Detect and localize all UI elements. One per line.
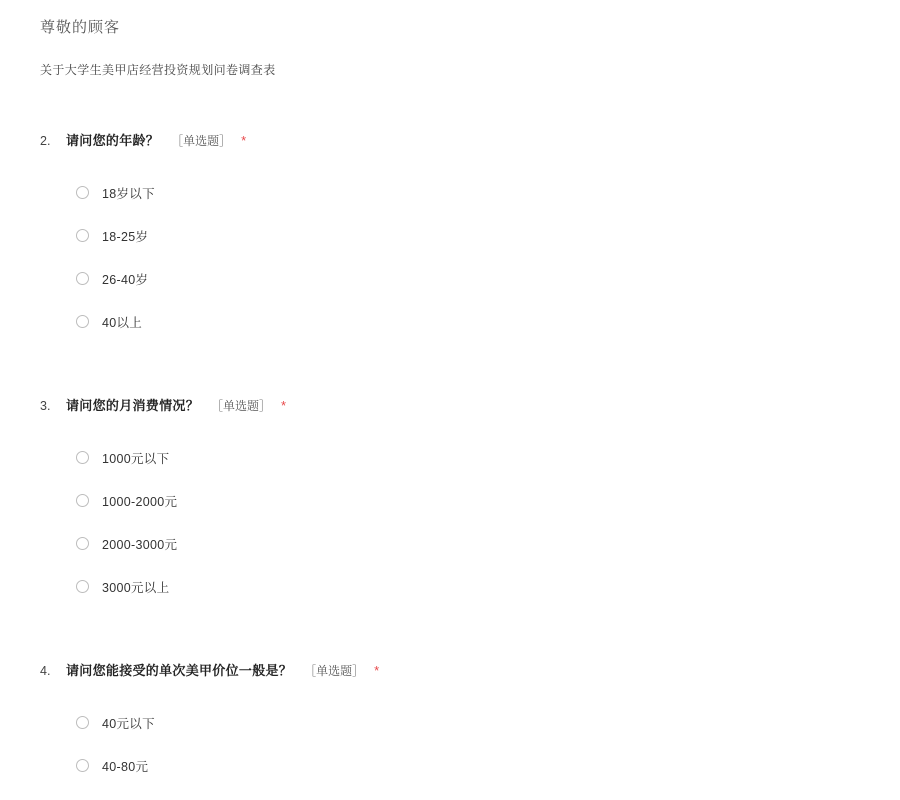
option-row[interactable]: [76, 436, 860, 479]
radio-icon[interactable]: [76, 229, 89, 242]
question-type: ［单选题］: [304, 664, 365, 678]
question-number: 3.: [40, 399, 51, 413]
question-header: [40, 660, 860, 679]
option-label: 18岁以下: [102, 186, 155, 201]
required-marker: *: [374, 663, 380, 678]
option-label: 26-40岁: [102, 272, 149, 287]
option-row[interactable]: [76, 479, 860, 522]
radio-icon[interactable]: [76, 451, 89, 464]
page-subtitle: 关于大学生美甲店经营投资规划问卷调查表: [40, 63, 276, 77]
option-label: 2000-3000元: [102, 537, 178, 552]
option-row[interactable]: [76, 300, 860, 343]
options-group: [40, 436, 860, 608]
question-text: 请问您的年龄？: [66, 133, 160, 148]
option-label: 1000元以下: [102, 451, 170, 466]
question-text: 请问您的月消费情况？: [66, 398, 200, 413]
radio-icon[interactable]: [76, 494, 89, 507]
option-label: 40以上: [102, 315, 143, 330]
question-number: 4.: [40, 664, 51, 678]
option-label: 40-80元: [102, 759, 149, 774]
option-row[interactable]: [76, 565, 860, 608]
question-block-3: [40, 395, 860, 608]
radio-icon[interactable]: [76, 759, 89, 772]
option-row[interactable]: [76, 214, 860, 257]
option-row[interactable]: [76, 701, 860, 744]
required-marker: *: [281, 398, 287, 413]
option-label: 18-25岁: [102, 229, 149, 244]
question-number: 2.: [40, 134, 51, 148]
option-label: 3000元以上: [102, 580, 170, 595]
radio-icon[interactable]: [76, 315, 89, 328]
option-label: 1000-2000元: [102, 494, 178, 509]
radio-icon[interactable]: [76, 272, 89, 285]
option-row[interactable]: [76, 257, 860, 300]
option-label: 40元以下: [102, 716, 155, 731]
page-title: 尊敬的顾客: [40, 19, 121, 36]
option-row[interactable]: [76, 744, 860, 787]
radio-icon[interactable]: [76, 580, 89, 593]
question-block-2: [40, 130, 860, 343]
question-header: [40, 395, 860, 414]
radio-icon[interactable]: [76, 186, 89, 199]
option-row[interactable]: [76, 171, 860, 214]
question-block-4: [40, 660, 860, 787]
radio-icon[interactable]: [76, 537, 89, 550]
options-group: [40, 171, 860, 343]
radio-icon[interactable]: [76, 716, 89, 729]
question-type: ［单选题］: [211, 399, 272, 413]
option-row[interactable]: [76, 522, 860, 565]
question-header: [40, 130, 860, 149]
question-text: 请问您能接受的单次美甲价位一般是？: [66, 663, 293, 678]
required-marker: *: [241, 133, 247, 148]
options-group: [40, 701, 860, 787]
question-type: ［单选题］: [171, 134, 232, 148]
